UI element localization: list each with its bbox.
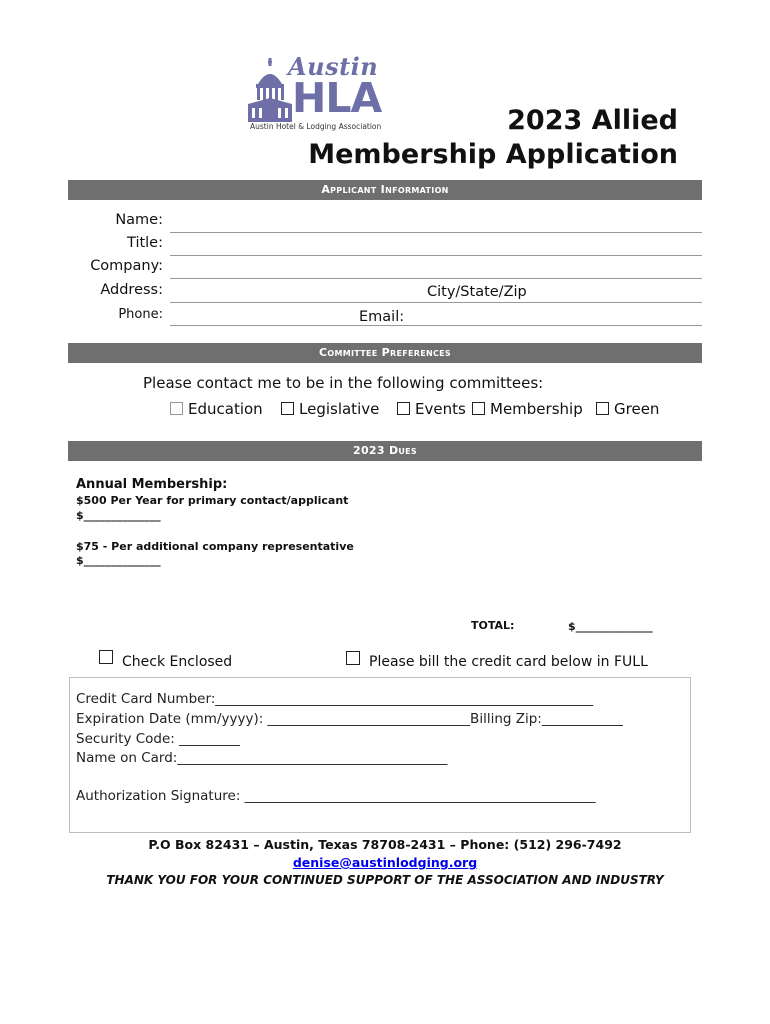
title-label: Title: <box>127 235 163 251</box>
checkbox-icon[interactable] <box>472 402 485 415</box>
credit-card-number-field[interactable]: Credit Card Number:________________________________________________________ <box>76 691 594 707</box>
company-field[interactable] <box>170 278 702 279</box>
address-field[interactable] <box>170 302 702 303</box>
checkbox-icon[interactable] <box>281 402 294 415</box>
checkbox-icon[interactable] <box>99 650 113 664</box>
footer-thanks: THANK YOU FOR YOUR CONTINUED SUPPORT OF THE ASSOCIATION AND INDUSTRY <box>106 873 664 887</box>
checkbox-icon[interactable] <box>170 402 183 415</box>
dues-heading: Annual Membership: <box>76 477 228 492</box>
title-line-2: Membership Application <box>308 139 678 170</box>
dues-primary: $500 Per Year for primary contact/applicant <box>76 494 349 507</box>
footer-email-link[interactable]: denise@austinlodging.org <box>292 855 478 870</box>
footer-address: P.O Box 82431 – Austin, Texas 78708-2431 – Phone: (512) 296-7492 <box>148 837 622 852</box>
checkbox-icon[interactable] <box>596 402 609 415</box>
address-label: Address: <box>100 282 163 298</box>
bill-credit-card-option[interactable]: Please bill the credit card below in FULL <box>346 651 648 670</box>
section-dues: 2023 Dues <box>68 441 702 461</box>
title-line-1: 2023 Allied <box>507 105 678 136</box>
authorization-signature-field[interactable]: Authorization Signature: ____________________________________________________ <box>76 788 596 804</box>
name-on-card-field[interactable]: Name on Card:________________________________________ <box>76 750 448 766</box>
dues-additional-blank[interactable]: $______________ <box>76 554 161 567</box>
dues-additional: $75 - Per additional company representative <box>76 540 354 553</box>
committee-option-events[interactable]: Events <box>397 400 466 418</box>
security-code-field[interactable]: Security Code: _________ <box>76 731 240 747</box>
name-field[interactable] <box>170 232 702 233</box>
committee-option-education[interactable]: Education <box>170 400 263 418</box>
email-label: Email: <box>359 309 405 325</box>
title-field[interactable] <box>170 255 702 256</box>
phone-email-field[interactable] <box>170 325 702 326</box>
checkbox-icon[interactable] <box>346 651 360 665</box>
total-blank[interactable]: $______________ <box>568 620 653 633</box>
check-enclosed-option[interactable]: Check Enclosed <box>99 650 232 670</box>
phone-label: Phone: <box>118 307 163 322</box>
logo-austin-text: Austin <box>288 52 379 81</box>
checkbox-icon[interactable] <box>397 402 410 415</box>
committee-option-legislative[interactable]: Legislative <box>281 400 379 418</box>
dues-primary-blank[interactable]: $______________ <box>76 509 161 522</box>
section-applicant-information: Applicant Information <box>68 180 702 200</box>
logo-tagline: Austin Hotel & Lodging Association <box>250 122 382 131</box>
total-label: TOTAL: <box>471 619 515 632</box>
city-state-zip-label: City/State/Zip <box>427 284 527 300</box>
name-label: Name: <box>115 212 163 228</box>
footer-email-wrap <box>0 855 770 870</box>
page-title <box>308 104 678 172</box>
company-label: Company: <box>90 258 163 274</box>
expiration-billing-zip-field[interactable]: Expiration Date (mm/yyyy): ______________________________Billing Zip:____________ <box>76 711 623 727</box>
committee-prompt: Please contact me to be in the following committees: <box>143 374 544 392</box>
logo-hla-text: HLA <box>292 74 382 122</box>
section-committee-preferences: Committee Preferences <box>68 343 702 363</box>
committee-option-membership[interactable]: Membership <box>472 400 583 418</box>
committee-option-green[interactable]: Green <box>596 400 659 418</box>
capitol-dome-icon <box>248 58 292 122</box>
